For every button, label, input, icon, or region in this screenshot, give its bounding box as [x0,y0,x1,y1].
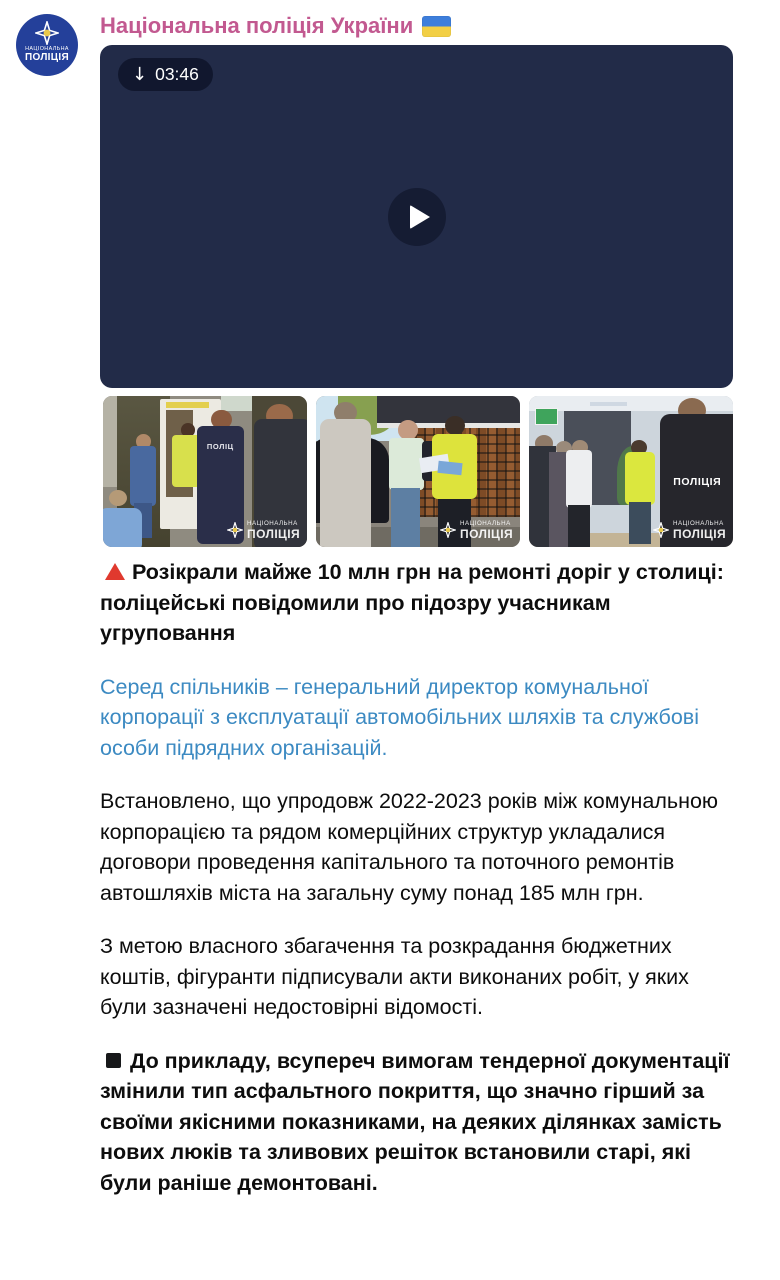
avatar-text-line1: НАЦІОНАЛЬНА [25,46,69,52]
message-text [100,557,740,1221]
post-paragraph-1: Встановлено, що упродовж 2022-2023 років між комунальною корпорацією та рядом комерційних структур укладалися договори проведення капітального та поточного ремонтів автошляхів міста на загальну суму понад 185 млн грн. [100,789,719,905]
man-in-blue-suit [130,446,157,506]
post-paragraph-2: З метою власного збагачення та розкрадання бюджетних коштів, фігуранти підписували акти виконаних робіт, у яких були зазначені недостовірні відомості. [100,934,689,1019]
play-icon [410,205,430,229]
photo-thumbnail-1[interactable] [103,396,307,547]
photo-thumbnail-2[interactable] [316,396,520,547]
download-icon: ↓ [132,64,148,85]
avatar-text-line2: ПОЛІЦІЯ [25,52,69,63]
video-duration: 03:46 [155,64,199,84]
police-star-icon [440,522,456,538]
channel-header[interactable] [100,13,451,39]
jacket-label: ПОЛІЦ [206,442,234,452]
police-star-icon [227,522,243,538]
video-player[interactable] [100,45,733,388]
ukraine-flag-icon [422,16,451,37]
police-watermark: НАЦІОНАЛЬНА ПОЛІЦІЯ [653,521,726,540]
post-lead-link[interactable]: Серед спільників – генеральний директор комунальної корпорації з експлуатації автомобільних шляхів та службові особи підрядних організацій. [100,674,700,760]
red-triangle-icon [105,563,125,580]
black-square-icon [106,1053,121,1068]
post-paragraph-3: До прикладу, всупереч вимогам тендерної документації змінили тип асфальтного покриття, що значно гірший за своїми якісними показниками, на деяких ділянках замість нових люків та зливових решіток встановили старі, які були раніше демонтовані. [100,1048,730,1195]
police-star-icon [653,522,669,538]
man-in-gray-coat [320,419,371,547]
police-watermark: НАЦІОНАЛЬНА ПОЛІЦІЯ [440,521,513,540]
police-star-icon [35,21,59,45]
video-duration-badge[interactable] [118,58,213,91]
hi-vis-vest-officer [625,452,656,505]
channel-avatar[interactable] [16,14,78,76]
channel-name[interactable]: Національна поліція України [100,13,414,38]
post-headline: Розікрали майже 10 млн грн на ремонті доріг у столиці: поліцейські повідомили про підозру учасникам угруповання [100,560,724,645]
jacket-label: ПОЛІЦІЯ [673,476,722,489]
play-button[interactable] [388,188,446,246]
photo-thumbnail-3[interactable] [529,396,733,547]
police-watermark: НАЦІОНАЛЬНА ПОЛІЦІЯ [227,521,300,540]
